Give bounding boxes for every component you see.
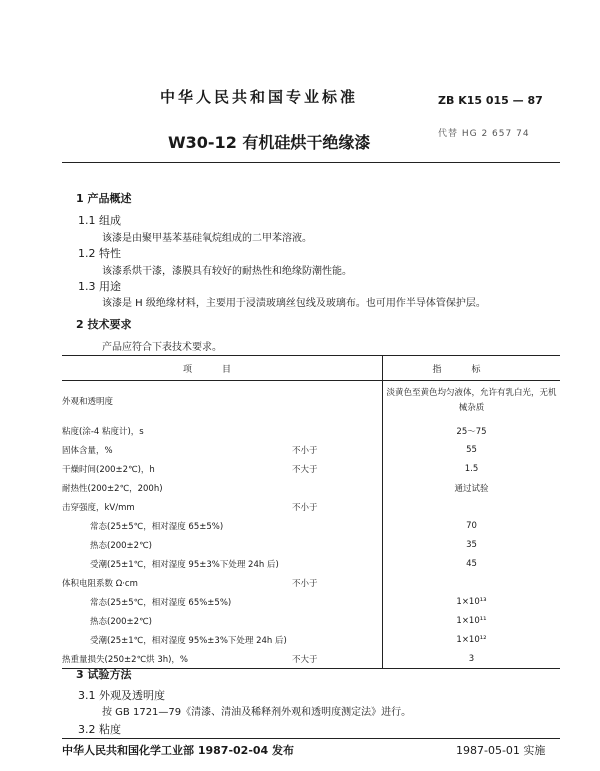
table-cell-value: 1×10¹³ <box>456 596 487 607</box>
table-row <box>62 516 560 535</box>
item-label: 热重量损失(250±2℃烘 3h)，% <box>62 654 189 665</box>
item-label: 热态(200±2℃) <box>90 540 152 551</box>
table-cell-item <box>62 497 383 516</box>
table-cell-value: 淡黄色至黄色均匀液体，允许有乳白光，无机械杂质 <box>386 388 557 413</box>
table-cell-item <box>62 630 383 649</box>
section-3-2-heading: 3.2 粘度 <box>78 723 121 736</box>
item-label: 耐热性(200±2℃，200h) <box>62 483 163 494</box>
table-cell-item <box>62 611 383 630</box>
table-row <box>62 381 560 422</box>
table-row <box>62 592 560 611</box>
table-cell-value <box>383 573 561 592</box>
section-2-intro: 产品应符合下表技术要求。 <box>102 342 222 353</box>
table-cell-item <box>62 421 383 440</box>
section-1-2-heading: 1.2 特性 <box>78 247 121 260</box>
table-cell-item <box>62 516 383 535</box>
item-label: 常态(25±5℃，相对湿度 65%±5%) <box>90 597 232 608</box>
table-row <box>62 630 560 649</box>
table-cell-value: 通过试验 <box>454 483 489 494</box>
item-condition: 不大于 <box>292 464 318 475</box>
table-cell-value <box>383 497 561 516</box>
item-label: 体积电阻系数 Ω·cm <box>62 578 138 589</box>
table-row <box>62 497 560 516</box>
table-cell-item <box>62 592 383 611</box>
table-row <box>62 440 560 459</box>
item-label: 外观和透明度 <box>62 397 114 407</box>
table-cell-value: 55 <box>466 444 477 455</box>
table-row <box>62 554 560 573</box>
item-condition: 不大于 <box>292 654 318 665</box>
col-spec-header: 指标 <box>383 356 561 381</box>
section-1-3-heading: 1.3 用途 <box>78 280 121 293</box>
item-label: 受潮(25±1℃，相对湿度 95±3%下处理 24h 后) <box>90 559 279 570</box>
table-cell-item <box>62 459 383 478</box>
section-3-heading: 3 试验方法 <box>76 668 132 681</box>
footer-issuer: 中华人民共和国化学工业部 1987-02-04 发布 <box>62 744 295 757</box>
item-label: 固体含量，% <box>62 445 113 456</box>
section-3-1-heading: 3.1 外观及透明度 <box>78 689 165 702</box>
table-row <box>62 535 560 554</box>
table-cell-value: 3 <box>383 649 561 669</box>
section-1-heading: 1 产品概述 <box>76 192 132 205</box>
table-row <box>62 478 560 497</box>
table-row <box>62 611 560 630</box>
table-cell-value: 1.5 <box>464 463 479 474</box>
footer-effective-date: 1987-05-01 实施 <box>456 744 546 757</box>
table-cell-item <box>62 381 383 422</box>
table-cell-item <box>62 478 383 497</box>
item-condition: 不小于 <box>292 445 318 456</box>
header-rule <box>62 162 560 163</box>
section-1-1-text: 该漆是由聚甲基苯基硅氧烷组成的二甲苯溶液。 <box>102 233 312 244</box>
item-label: 粘度(涂-4 粘度计)，s <box>62 426 144 437</box>
table-cell-value: 70 <box>466 520 477 531</box>
table-cell-value: 35 <box>466 539 477 550</box>
section-2-heading: 2 技术要求 <box>76 318 132 331</box>
table-row <box>62 649 560 669</box>
table-row <box>62 421 560 440</box>
replaces-note: 代替 HG 2 657 74 <box>438 129 530 139</box>
table-row <box>62 459 560 478</box>
standard-title: 中华人民共和国专业标准 <box>160 88 359 106</box>
table-cell-value: 25～75 <box>456 426 487 437</box>
item-label: 热态(200±2℃) <box>90 616 152 627</box>
document-title: W30-12 有机硅烘干绝缘漆 <box>168 133 371 152</box>
col-item-header: 项目 <box>62 356 383 381</box>
item-label: 干燥时间(200±2℃)，h <box>62 464 155 475</box>
item-condition: 不小于 <box>292 502 318 513</box>
section-3-1-text: 按 GB 1721—79《清漆、清油及稀释剂外观和透明度测定法》进行。 <box>102 707 412 718</box>
item-label: 受潮(25±1℃，相对湿度 95%±3%下处理 24h 后) <box>90 635 287 646</box>
item-condition: 不小于 <box>292 578 318 589</box>
table-cell-item <box>62 535 383 554</box>
table-cell-item <box>62 440 383 459</box>
section-1-2-text: 该漆系烘干漆，漆膜具有较好的耐热性和绝缘防潮性能。 <box>102 266 352 277</box>
item-label: 常态(25±5℃，相对湿度 65±5%) <box>90 521 224 532</box>
table-cell-item <box>62 554 383 573</box>
table-cell-item <box>62 573 383 592</box>
table-cell-value: 45 <box>466 558 477 569</box>
table-cell-value: 1×10¹¹ <box>456 615 487 626</box>
item-label: 击穿强度，kV/mm <box>62 502 135 513</box>
spec-table <box>62 355 560 669</box>
table-row <box>62 573 560 592</box>
footer-rule <box>62 738 560 739</box>
table-cell-value: 1×10¹² <box>456 634 487 645</box>
section-1-1-heading: 1.1 组成 <box>78 214 121 227</box>
section-1-3-text: 该漆是 H 级绝缘材料，主要用于浸渍玻璃丝包线及玻璃布。也可用作半导体管保护层。 <box>102 298 486 309</box>
standard-code: ZB K15 015 — 87 <box>438 94 543 107</box>
